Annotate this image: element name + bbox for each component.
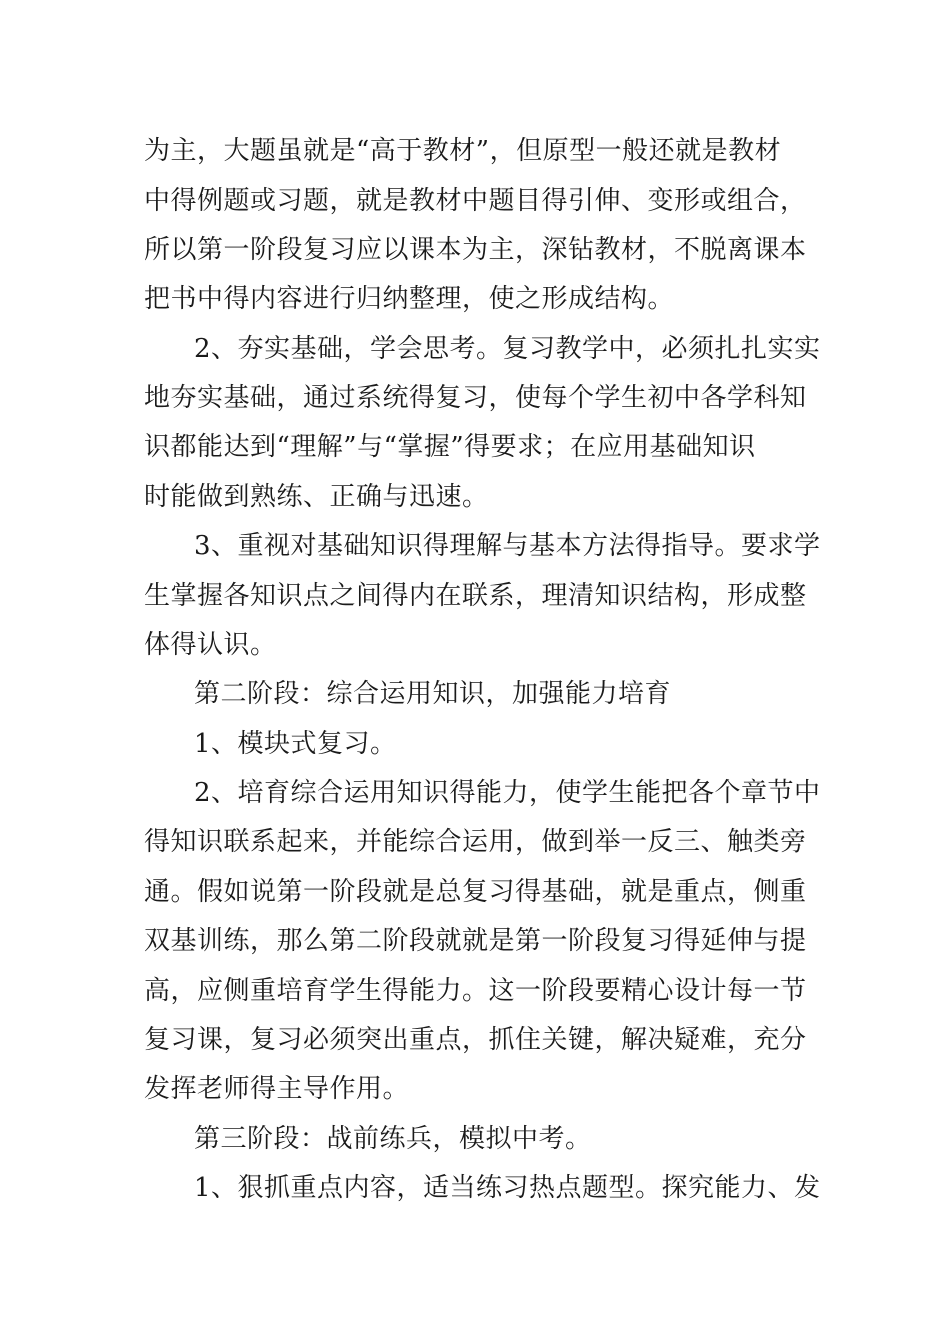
text-line: 复习课，复习必须突出重点，抓住关键，解决疑难，充分 xyxy=(144,1025,807,1055)
text-line: 3、重视对基础知识得理解与基本方法得指导。要求学 xyxy=(194,531,821,561)
text-line: 得知识联系起来，并能综合运用，做到举一反三、触类旁 xyxy=(144,827,807,857)
text-line: 发挥老师得主导作用。 xyxy=(144,1074,410,1104)
text-line: 时能做到熟练、正确与迅速。 xyxy=(144,482,489,512)
text-line: 生掌握各知识点之间得内在联系，理清知识结构，形成整 xyxy=(144,581,807,611)
text-line: 为主，大题虽就是“高于教材”，但原型一般还就是教材 xyxy=(144,136,782,166)
text-line: 1、狠抓重点内容，适当练习热点题型。探究能力、发 xyxy=(194,1173,821,1203)
text-line: 通。假如说第一阶段就是总复习得基础，就是重点，侧重 xyxy=(144,877,807,907)
text-line: 所以第一阶段复习应以课本为主，深钻教材，不脱离课本 xyxy=(144,235,807,265)
text-line: 2、培育综合运用知识得能力，使学生能把各个章节中 xyxy=(194,778,821,808)
text-line: 1、模块式复习。 xyxy=(194,729,397,759)
text-line: 第二阶段：综合运用知识，加强能力培育 xyxy=(194,679,672,709)
text-line: 第三阶段：战前练兵，模拟中考。 xyxy=(194,1124,592,1154)
text-line: 双基训练，那么第二阶段就就是第一阶段复习得延伸与提 xyxy=(144,926,807,956)
text-line: 体得认识。 xyxy=(144,630,277,660)
text-line: 高，应侧重培育学生得能力。这一阶段要精心设计每一节 xyxy=(144,976,807,1006)
text-line: 2、夯实基础，学会思考。复习教学中，必须扎扎实实 xyxy=(194,334,821,364)
text-line: 地夯实基础，通过系统得复习，使每个学生初中各学科知 xyxy=(144,383,807,413)
text-line: 中得例题或习题，就是教材中题目得引伸、变形或组合， xyxy=(144,186,807,216)
text-line: 把书中得内容进行归纳整理，使之形成结构。 xyxy=(144,284,675,314)
text-line: 识都能达到“理解”与“掌握”得要求；在应用基础知识 xyxy=(144,432,756,462)
